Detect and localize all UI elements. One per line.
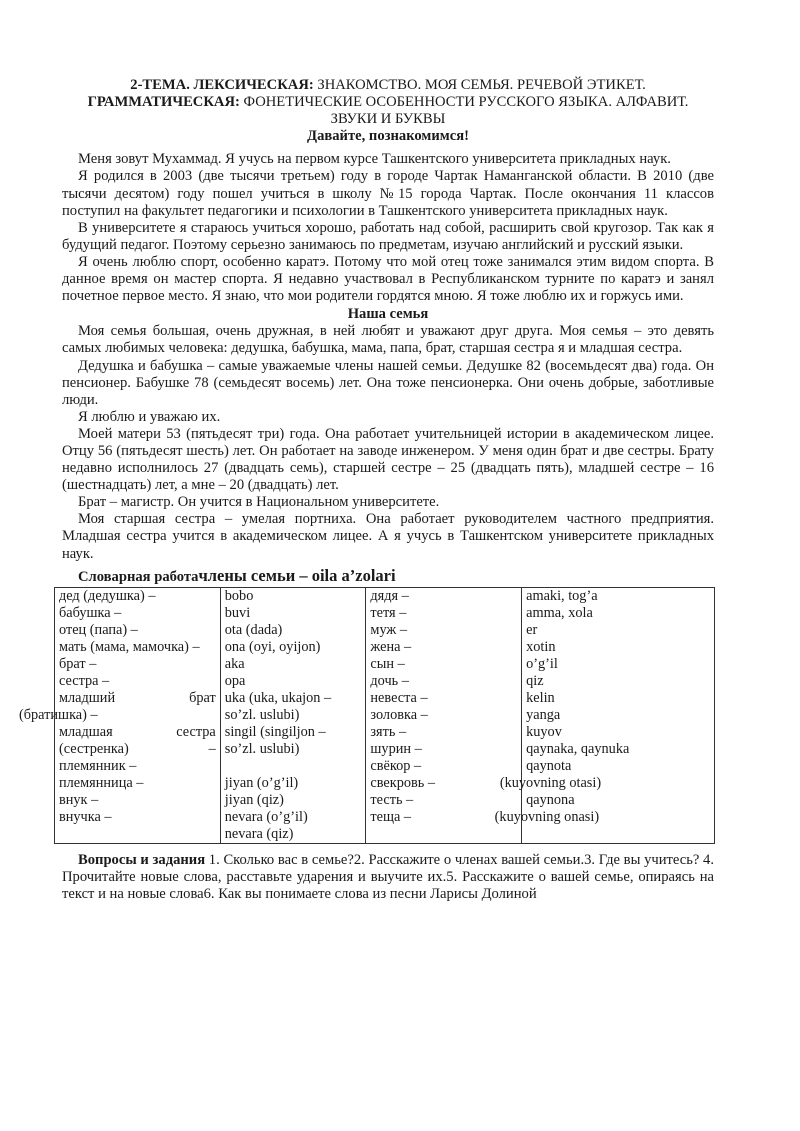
vocab-term-part: теща –: [370, 808, 412, 825]
vocab-translation-overflow: (kuyovning onasi): [494, 808, 600, 825]
vocab-translation: nevara (o’g’il): [224, 808, 308, 825]
family-paragraph: Моя семья большая, очень дружная, в ней любят и уважают друг друга. Моя семья – это девять самых любимых человека: дедушка, бабушка, мама, папа, брат, старшая сестра я и младшая сестра.: [62, 323, 714, 357]
vocab-translation-overflow: (kuyovning otasi): [499, 774, 602, 791]
vocab-term: племянница –: [59, 774, 144, 791]
intro-paragraph: Я родился в 2003 (две тысячи третьем) году в городе Чартак Наманганской области. В 2010 (две тысячи десятом) году пошел учиться в школу №15 города Чартак. После окончания 11 классов поступил на факультет педагогики и психологии в Ташкентского университета прикладных наук.: [62, 168, 714, 219]
vocab-translation: uka (uka, ukajon –: [224, 689, 332, 706]
vocab-term: свёкор –: [370, 757, 422, 774]
heading-lexical-label: 2-ТЕМА. ЛЕКСИЧЕСКАЯ:: [130, 77, 314, 93]
vocab-translation: kuyov: [526, 723, 562, 740]
vocab-translation: yanga: [526, 706, 561, 723]
vocab-term: сын –: [370, 655, 405, 672]
vocab-term-part: брат: [189, 689, 216, 706]
intro-paragraph: Меня зовут Мухаммад. Я учусь на первом курсе Ташкентского университета прикладных наук.: [78, 151, 671, 168]
vocab-term-part: сестра: [176, 723, 216, 740]
vocab-term-mother-in-law-wife: [370, 808, 600, 826]
vocab-translation: kelin: [526, 689, 555, 706]
russian-terms-column-1: [19, 587, 221, 843]
vocab-term-part: младший: [59, 689, 116, 706]
vocab-term: мать (мама, мамочка) –: [59, 638, 200, 655]
vocabulary-row: [55, 587, 715, 843]
questions-paragraph: [62, 852, 714, 903]
vocab-translation: qaynaka, qaynuka: [526, 740, 630, 757]
uzbek-terms-column-2: [522, 587, 715, 843]
intro-paragraph: В университете я стараюсь учиться хорошо, работать над собой, расширить свой кругозор. Так как я будущий педагог. Поэтому серьезно занимаюсь по предметам, изучаю английский и русский языки.: [62, 219, 714, 253]
vocab-term: сестра –: [59, 672, 110, 689]
vocab-translation: qaynota: [526, 757, 572, 774]
vocab-term: брат –: [59, 655, 97, 672]
vocab-term: муж –: [370, 621, 408, 638]
vocab-translation: buvi: [224, 604, 251, 621]
document-page: [19, 77, 714, 918]
vocab-translation: so’zl. uslubi): [224, 706, 300, 723]
vocab-term: жена –: [370, 638, 412, 655]
vocab-translation: so’zl. uslubi): [224, 740, 300, 757]
vocabulary-table: [19, 587, 715, 844]
vocab-translation: [225, 758, 366, 775]
vocab-term: внучка –: [59, 808, 112, 825]
vocab-term-younger-brother: [59, 690, 220, 707]
vocab-term: бабушка –: [59, 604, 122, 621]
family-section-title: Наша семья: [347, 306, 429, 323]
vocab-translation: nevara (qiz): [224, 825, 294, 842]
vocab-term: тесть –: [370, 791, 414, 808]
family-paragraph: Моя старшая сестра – умелая портниха. Она работает руководителем частного предприятия. Младшая сестра учится в академическом лицее. А я учусь в Ташкентском университете прикладных наук.: [62, 511, 714, 562]
heading-grammar-label: ГРАММАТИЧЕСКАЯ:: [87, 94, 240, 111]
vocab-translation: er: [526, 621, 538, 638]
vocab-term-part: –: [208, 740, 216, 757]
uzbek-terms-column-1: [220, 587, 366, 843]
vocab-term: дочь –: [370, 672, 409, 689]
vocabulary-title: [78, 567, 714, 586]
vocab-translation: aka: [224, 655, 245, 672]
vocab-term: дядя –: [370, 587, 409, 604]
questions-label: Вопросы и задания: [78, 851, 206, 868]
topic-heading-line-2: [62, 94, 714, 111]
vocab-term: золовка –: [370, 706, 428, 723]
vocabulary-title-topic: члены семьи – oila a’zolari: [198, 565, 396, 585]
vocab-translation: o’g’il: [526, 655, 558, 672]
intro-paragraph: Я очень люблю спорт, особенно каратэ. Потому что мой отец тоже занимался этим видом спорта. В данное время он мастер спорта. Я недавно участвовал в Республиканском турните по каратэ и занял почетное первое место. Я знаю, что мои родители гордятся мною. Я тоже люблю их и горжусь ими.: [62, 253, 714, 305]
vocab-term: племянник –: [59, 757, 137, 774]
family-paragraph: Я люблю и уважаю их.: [78, 408, 221, 425]
family-paragraph: Моей матери 53 (пятьдесят три) года. Она работает учительницей истории в академическом лицее. Отцу 56 (пятьдесят шесть) лет. Он работает на заводе инженером. У меня один брат и две сестры. Брату недавно исполнилось 27 (двадцать семь), старшей сестре – 25 (двадцать пять), младшей сестре – 16 (шестнадцать) лет, а мне – 20 (двадцать) лет.: [62, 425, 714, 494]
vocab-term-part: младшая: [59, 723, 113, 740]
vocab-translation: jiyan (o’g’il): [224, 774, 299, 791]
vocab-translation: ona (oyi, oyijon): [224, 638, 321, 655]
vocab-translation: qiz: [526, 672, 544, 689]
topic-heading-line-1: [62, 77, 714, 94]
vocab-term: дед (дедушка) –: [59, 587, 156, 604]
vocab-translation: bobo: [224, 587, 254, 604]
questions-text: 1. Сколько вас в семье?2. Расскажите о членах вашей семьи.3. Где вы учитесь? 4. Прочитайте новые слова, расставьте ударения и выучите их.5. Расскажите о вашей семье, опираясь на текст и на новые слова6. Как вы понимаете слова из песни Ларисы Долиной: [62, 851, 714, 902]
heading-lexical-topics: ЗНАКОМСТВО. МОЯ СЕМЬЯ. РЕЧЕВОЙ ЭТИКЕТ.: [313, 77, 646, 93]
vocab-term: невеста –: [370, 689, 428, 706]
vocab-term-younger-brother-cont: (братишка) –: [19, 706, 98, 723]
vocab-translation: jiyan (qiz): [224, 791, 284, 808]
vocab-term: шурин –: [370, 740, 422, 757]
vocab-translation: opa: [224, 672, 246, 689]
vocab-term-mother-in-law: [370, 774, 602, 792]
vocab-term-part: (сестренка): [59, 740, 129, 757]
topic-heading-line-3: ЗВУКИ И БУКВЫ: [330, 111, 446, 128]
vocab-translation: xotin: [526, 638, 556, 655]
vocab-term-younger-sister: [59, 724, 220, 741]
vocab-term: внук –: [59, 791, 99, 808]
section-subtitle: Давайте, познакомимся!: [307, 128, 469, 145]
vocab-translation: singil (singiljon –: [224, 723, 326, 740]
vocab-term-younger-sister-cont: [59, 741, 220, 758]
family-paragraph: Брат – магистр. Он учится в Национальном университете.: [78, 494, 440, 511]
heading-grammar-topics: ФОНЕТИЧЕСКИЕ ОСОБЕННОСТИ РУССКОГО ЯЗЫКА. АЛФАВИТ.: [239, 94, 689, 111]
vocab-translation: amaki, tog’a: [526, 587, 598, 604]
vocabulary-title-label: Словарная работа: [78, 568, 199, 585]
vocab-translation: qaynona: [526, 791, 575, 808]
vocab-translation: ota (dada): [224, 621, 283, 638]
vocab-term: отец (папа) –: [59, 621, 138, 638]
vocab-translation: amma, xola: [526, 604, 593, 621]
vocab-term: тетя –: [370, 604, 407, 621]
vocab-term-part: свекровь –: [370, 774, 436, 791]
vocab-term: зять –: [370, 723, 407, 740]
family-paragraph: Дедушка и бабушка – самые уважаемые члены нашей семьи. Дедушке 82 (восемьдесят два) года. Он пенсионер. Бабушке 78 (семьдесят восемь) лет. Она тоже пенсионерка. Они очень добрые, заботливые люди.: [62, 357, 714, 408]
